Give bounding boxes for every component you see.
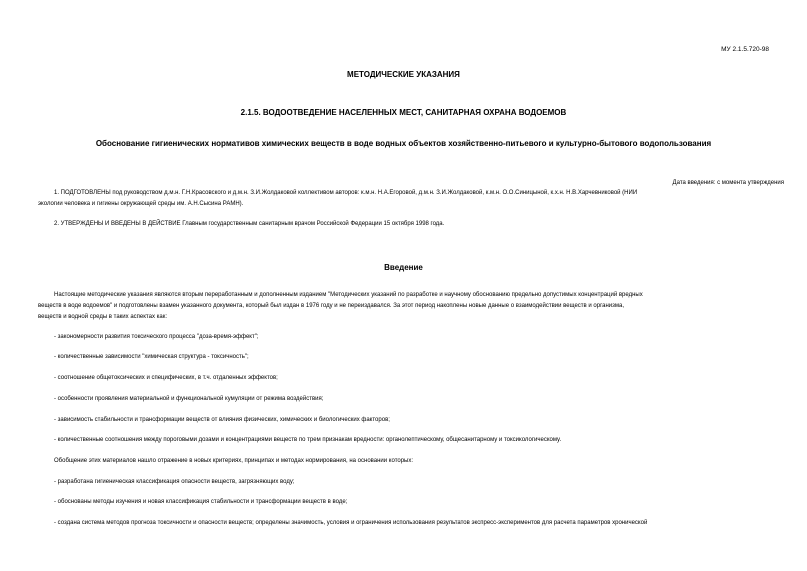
document-title: МЕТОДИЧЕСКИЕ УКАЗАНИЯ [347, 70, 460, 79]
list-item: - зависимость стабильности и трансформации веществ от влияния физических, химических и биологических факторов; [54, 417, 390, 423]
item-1-line-2: экологии человека и гигиены окружающей среды им. А.Н.Сысина РАМН). [38, 201, 244, 207]
list-item: - закономерности развития токсического процесса "доза-время-эффект"; [54, 334, 259, 340]
list-item: - обоснованы методы изучения и новая классификация стабильности и трансформации веществ в воде; [54, 499, 348, 505]
introduction-date: Дата введения: с момента утверждения [672, 180, 784, 186]
list-item: - количественные зависимости "химическая структура - токсичность"; [54, 354, 249, 360]
document-name: Обоснование гигиенических нормативов химических веществ в воде водных объектов хозяйственно-питьевого и культурно-бытового водопользования [95, 139, 712, 148]
list-item: - особенности проявления материальной и функциональной кумуляции от режима воздействия; [54, 396, 324, 402]
introduction-heading: Введение [384, 263, 423, 272]
item-2: 2. УТВЕРЖДЕНЫ И ВВЕДЕНЫ В ДЕЙСТВИЕ Главным государственным санитарным врачом Российской Федерации 15 октября 1998 года. [54, 221, 445, 227]
list-item: - создана система методов прогноза токсичности и опасности веществ; определены значимость, условия и ограничения использования результатов экспресс-экспериментов для расчета параметров хронической [54, 520, 648, 526]
list-item: - соотношение общетоксических и специфических, в т.ч. отдаленных эффектов; [54, 375, 278, 381]
intro-line-2: веществ в воде водоемов" и подготовлены взамен указанного документа, который был издан в 1976 году и не переиздавался. За этот период накоплены новые данные о взаимодействии веществ и организма, [38, 303, 625, 309]
item-1-line-1: 1. ПОДГОТОВЛЕНЫ под руководством д.м.н. Г.Н.Красовского и д.м.н. З.И.Жолдаковой коллективом авторов: к.м.н. Н.А.Егоровой, д.м.н. З.И.Жолдаковой, к.м.н. О.О.Синицыной, к.х.н. Н.В.Харчевниковой (НИИ [54, 190, 638, 196]
summary-paragraph: Обобщение этих материалов нашло отражение в новых критериях, принципах и методах нормирования, на основании которых: [54, 458, 414, 464]
document-code: МУ 2.1.5.720-98 [721, 46, 769, 53]
intro-line-3: веществ и водной среды в таких аспектах как: [38, 314, 168, 320]
section-title: 2.1.5. ВОДООТВЕДЕНИЕ НАСЕЛЕННЫХ МЕСТ, САНИТАРНАЯ ОХРАНА ВОДОЕМОВ [240, 108, 567, 117]
list-item: - количественные соотношения между пороговыми дозами и концентрациями веществ по трем признакам вредности: органолептическому, общесанитарному и токсикологическому. [54, 437, 562, 443]
list-item: - разработана гигиеническая классификация опасности веществ, загрязняющих воду; [54, 479, 295, 485]
intro-line-1: Настоящие методические указания являются вторым переработанным и дополненным изданием "Методических указаний по разработке и научному обоснованию предельно допустимых концентраций вредных [54, 292, 643, 298]
